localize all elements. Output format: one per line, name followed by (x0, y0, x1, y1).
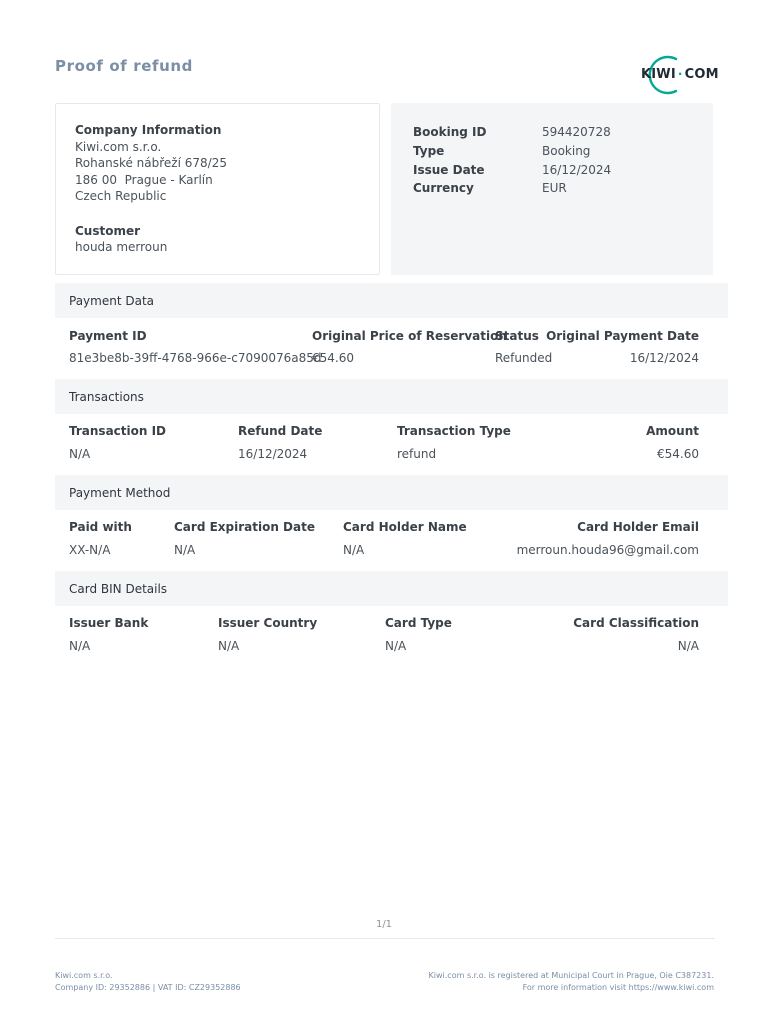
payment-data-value-row (69, 351, 699, 367)
issuer-country-header: Issuer Country (218, 616, 318, 630)
transactions-header-row (69, 424, 699, 440)
status-value: Refunded (495, 351, 553, 365)
footer-company-ids: Company ID: 29352886 | VAT ID: CZ29352886 (55, 983, 241, 992)
currency-row: Currency EUR (413, 181, 567, 196)
logo-text: KIWI · COM (641, 67, 719, 82)
issue-date-row: Issue Date 16/12/2024 (413, 162, 612, 177)
payment-data-section: Payment Data (55, 283, 728, 318)
payment-data-header-row (69, 329, 699, 345)
card-expiration-header: Card Expiration Date (174, 520, 315, 534)
payment-method-header-row (69, 520, 699, 536)
page-number: 1/1 (375, 919, 393, 930)
issuer-bank-header: Issuer Bank (69, 616, 149, 630)
amount-value: €54.60 (657, 447, 699, 461)
payment-method-value-row (69, 543, 699, 559)
transactions-section: Transactions (55, 379, 728, 414)
booking-info-box (391, 103, 713, 275)
footer-company (55, 970, 241, 994)
card-holder-email-header: Card Holder Email (577, 520, 699, 534)
amount-header: Amount (646, 424, 699, 438)
footer-registration-text: Kiwi.com s.r.o. is registered at Municipal Court in Prague, Oie C387231. (428, 971, 714, 980)
original-payment-date-value: 16/12/2024 (629, 351, 699, 365)
footer-company-name: Kiwi.com s.r.o. (55, 971, 113, 980)
refund-date-value: 16/12/2024 (238, 447, 308, 461)
card-bin-section: Card BIN Details (55, 571, 728, 606)
card-bin-value-row (69, 639, 699, 655)
page-title: Proof of refund (55, 57, 193, 75)
transactions-value-row (69, 447, 699, 463)
footer-registration (429, 970, 714, 994)
issuer-bank-value: N/A (69, 639, 91, 653)
original-payment-date-header: Original Payment Date (546, 329, 699, 343)
card-expiration-value: N/A (174, 543, 196, 557)
customer-name: houda merroun (75, 240, 168, 254)
card-holder-name-value: N/A (343, 543, 365, 557)
paid-with-header: Paid with (69, 520, 132, 534)
transaction-type-value: refund (397, 447, 437, 461)
card-holder-name-header: Card Holder Name (343, 520, 467, 534)
card-type-value: N/A (385, 639, 407, 653)
paid-with-value: XX-N/A (69, 543, 111, 557)
card-bin-header-row (69, 616, 699, 632)
footer-website-link[interactable]: For more information visit https://www.kiwi.com (522, 983, 714, 992)
payment-id-header: Payment ID (69, 329, 147, 343)
footer-divider (55, 938, 715, 939)
transaction-type-header: Transaction Type (397, 424, 511, 438)
booking-id-row: Booking ID 594420728 (413, 125, 611, 140)
original-price-header: Original Price of Reservation (312, 329, 507, 343)
status-header: Status (495, 329, 539, 343)
company-heading: Company Information (75, 123, 222, 137)
card-holder-email-value: merroun.houda96@gmail.com (516, 543, 699, 557)
original-price-value: €54.60 (312, 351, 354, 365)
card-classification-value: N/A (677, 639, 699, 653)
booking-type-row: Type Booking (413, 144, 591, 159)
transaction-id-header: Transaction ID (69, 424, 167, 438)
card-classification-header: Card Classification (573, 616, 699, 630)
customer-heading: Customer (75, 223, 141, 238)
card-type-header: Card Type (385, 616, 452, 630)
kiwi-logo (630, 55, 720, 95)
issuer-country-value: N/A (218, 639, 240, 653)
payment-id-value: 81e3be8b-39ff-4768-966e-c7090076a85d (69, 351, 322, 365)
company-city: 186 00 Prague - Karlín (75, 172, 213, 187)
refund-date-header: Refund Date (238, 424, 323, 438)
transaction-id-value: N/A (69, 447, 91, 461)
company-street: Rohanské nábřeží 678/25 (75, 156, 227, 170)
company-name: Kiwi.com s.r.o. (75, 139, 162, 154)
payment-method-section: Payment Method (55, 475, 728, 510)
company-country: Czech Republic (75, 189, 167, 203)
company-info-box (55, 103, 380, 275)
